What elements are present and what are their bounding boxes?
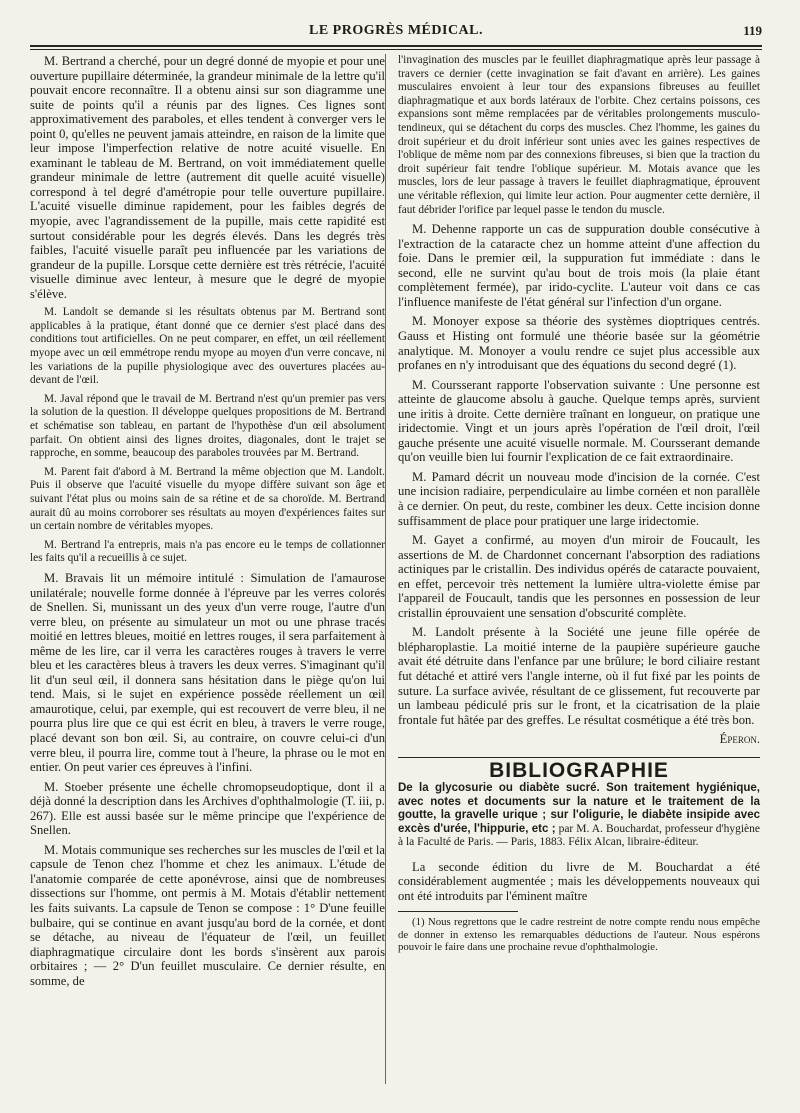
paragraph-pamard: M. Pamard décrit un nouveau mode d'incision de la cornée. C'est une incision radiaire, perpendiculaire au limbe cornéen et non parallèle à ce dernier. On peut, du reste, combiner les deux. Cette incision donne suffisamment de place pour pratiquer une large iridectomie. <box>398 469 760 528</box>
paragraph-bravais: M. Bravais lit un mémoire intitulé : Simulation de l'amaurose unilatérale; nouvelle forme donnée à l'épreuve par les verres colorés de Snellen. Si, munissant un des yeux d'un verre rouge, l'autre d'un verre bleu, on présente au simulateur un mot ou une phrase tracés moitié en lettres bleues, moitié en lettres rouges, il sera parfaitement à même de les lire, car il verra les caractères rouges à travers le verre bleu et les caractères bleus à travers les deux verres. S'imaginant qu'il lit d'un seul œil, il donnera sans hésitation dans le piège qu'on lui tend. Mais, si le sujet en expérience possède réellement un œil amaurotique, celui, par exemple, qui est recouvert de verre bleu, il ne pourra plus lire que ce qui est écrit en bleu, à travers le verre rouge, placé devant son bon œil. Si, au contraire, on couvre celui-ci d'un verre bleu, il pourra lire, comme tout à l'heure, la phrase ou le mot en entier. On peut varier ces épreuves à l'infini. <box>30 570 385 775</box>
footnote-rule <box>398 911 518 912</box>
running-title: LE PROGRÈS MÉDICAL. <box>308 23 484 38</box>
footnote: (1) Nous regrettons que le cadre restreint de notre compte rendu nous empêche de donner in extenso les remarquables déductions de l'auteur. Nous espérons pouvoir le faire dans une prochaine revue d'ophthalmologie. <box>398 916 760 954</box>
paragraph-coursserant: M. Coursserant rapporte l'observation suivante : Une personne est atteinte de glaucome absolu à gauche. Quelque temps après, survient une iritis à droite. Cette dernière traînant en longueur, on pratique une iridectomie. Vingt et un jours après l'opération de l'œil droit, l'œil gauche présente une acuité visuelle normale. M. Coursserant demande qu'on veuille bien lui fournir l'explication de ce fait extraordinaire. <box>398 377 760 465</box>
page-header <box>30 20 762 42</box>
paragraph-parent: M. Parent fait d'abord à M. Bertrand la même objection que M. Landolt. Puis il observe que l'acuité visuelle du myope diffère suivant son âge et suivant l'état plus ou moins sain de sa rétine et de sa choroïde. M. Bertrand aurait dû au moins corroborer ses résultats au moyen d'expériences faites sur un certain nombre de véritables myopes. <box>30 465 385 533</box>
paragraph-monoyer: M. Monoyer expose sa théorie des systèmes dioptriques centrés. Gauss et Histing ont formulé une théorie basée sur la géométrie analytique. M. Monoyer a voulu rendre ce sujet plus accessible aux profanes en n'y introduisant que des équations du second degré (1). <box>398 314 760 373</box>
header-rule-thin <box>30 49 762 50</box>
bibliography-entry-author: par M. A. Bouchardat, professeur d'hygiène à la Faculté de Paris. — Paris, 1883. Félix Alcan, libraire-éditeur. <box>398 822 761 849</box>
right-column <box>398 54 760 954</box>
left-column <box>30 54 385 993</box>
paragraph-gayet: M. Gayet a confirmé, au moyen d'un miroir de Foucault, les assertions de M. de Chardonnet concernant l'absorption des radiations actiniques par le cristallin. Des individus opérés de cataracte pouvaient, en effet, percevoir très nettement la lumière ultra-violette émise par l'appareil de Foucault, tandis que les personnes en possession de leur cristallin éprouvaient une sensation d'obscurité complète. <box>398 533 760 620</box>
bibliography-entry <box>398 782 760 850</box>
paragraph-bertrand: M. Bertrand a cherché, pour un degré donné de myopie et pour une ouverture pupillaire déterminée, la grandeur minimale de la lettre qu'il pouvait encore reconnaître. Il a obtenu ainsi sur son diagramme une suite de points qu'il a réunis par des lignes. Ces lignes sont approximativement des paraboles, et elles tendent à converger vers le point 0, qu'elles ne peuvent jamais atteindre, en raison de la limite que leur impose l'imperfection relative de notre acuité visuelle. En examinant le tableau de M. Bertrand, on voit immédiatement quelle grandeur minimale de lettre (autrement dit quelle acuité visuelle) correspond à tel degré d'amétropie pour telle ouverture pupillaire. L'acuité visuelle diminue rapidement, pour les faibles degrés de myopie, avec l'agrandissement de la pupille, mais cette rapidité est surtout considérable pour les degrés élevés. Dans les degrés très faibles, l'acuité visuelle paraît peu influencée par les variations de grandeur de la pupille. Lorsque cette dernière est très rétrécie, l'acuité visuelle diminue avec lenteur, à mesure que le degré de myopie s'élève. <box>30 54 385 301</box>
paragraph-landolt: M. Landolt se demande si les résultats obtenus par M. Bertrand sont applicables à la pratique, étant donné que ce dernier s'est placé dans des conditions tout artificielles. On ne peut comparer, en effet, un œil réellement myope avec un œil emmétrope rendu myope au moyen d'un verre concave, ni les variations de la pupille physiologique avec des ouvertures placées au-devant de l'œil. <box>30 306 385 387</box>
paragraph-motais: M. Motais communique ses recherches sur les muscles de l'œil et la capsule de Tenon chez l'homme et chez les animaux. L'étude de l'anatomie comparée de cette aponévrose, ainsi que de nombreuses dissections sur l'homme, ont permis à M. Motais d'établir nettement les faits suivants. La capsule de Tenon se compose : 1° D'une feuille bulbaire, qui se continue en avant jusqu'au bord de la cornée, et dont se détache, au niveau de l'équateur de l'œil, un feuillet diaphragmatique circulaire dont les bords s'insèrent aux parois orbitaires ; — 2° D'un feuillet musculaire. Ce dernier résulte, en somme, de <box>30 842 385 988</box>
paragraph-stoeber: M. Stoeber présente une échelle chromopseudoptique, dont il a déjà donné la description dans les Archives d'ophthalmologie (T. iii, p. 267). Elle est aussi basée sur le même principe que l'expérience de Snellen. <box>30 779 385 838</box>
bibliography-text: La seconde édition du livre de M. Bouchardat a été considérablement augmentée ; mais les développements nouveaux qui ont été introduits par l'éminent maître <box>398 859 760 903</box>
paragraph-bertrand-reply: M. Bertrand l'a entrepris, mais n'a pas encore eu le temps de collationner les faits qu'il a recueillis à ce sujet. <box>30 538 385 565</box>
bibliography-heading: BIBLIOGRAPHIE <box>398 757 760 779</box>
header-rule-thick <box>30 45 762 47</box>
page-number: 119 <box>743 23 762 38</box>
paragraph-javal: M. Javal répond que le travail de M. Bertrand n'est qu'un premier pas vers la solution de la question. Il développe quelques propositions de M. Bertrand et schématise son tableau, en partant de l'hypothèse d'un œil absolument parfait. On obtient ainsi des lignes droites, diagonales, dont le trajet se rapproche, en somme, beaucoup des paraboles trouvées par M. Bertrand. <box>30 392 385 460</box>
author-signature: Éperon. <box>719 732 760 747</box>
column-divider <box>385 54 386 1084</box>
bibliography-entry-title: De la glycosurie ou diabète sucré. Son traitement hygiénique, avec notes et documents sur la nature et le traitement de la goutte, la gravelle urique ; sur l'oligurie, le diabète insipide avec excès d'urée, l'hippurie, etc ; <box>398 782 760 835</box>
paragraph-motais-continued: l'invagination des muscles par le feuillet diaphragmatique après leur passage à travers ce dernier (cette invagination se fait d'avant en arrière). Les gaines musculaires envoient à leur tour des expansions fibreuses au feuillet diaphragmatique et aux bords latéraux de l'orbite. Chez certains poissons, ces expansions sont même remplacées par de véritables prolongements musculo-tendineux, qui se détachent du corps des muscles. Chez l'homme, les gaines du droit supérieur et du droit inférieur sont unies avec les gaines respectives de l'oblique de même nom par des connexions fibreuses, si bien que la traction du droit supérieur fait tendre l'oblique supérieur. M. Motais avance que les muscles, lors de leur passage à travers le feuillet diaphragmatique, éprouvent une véritable réflexion, qui limite leur action. Pour augmenter cette dernière, il faut débrider l'orifice par lequel passe le tendon du muscle. <box>398 54 760 216</box>
paragraph-landolt-blepharoplasty: M. Landolt présente à la Société une jeune fille opérée de blépharoplastie. La moitié interne de la paupière supérieure gauche avait été détruite dans l'enfance par une brûlure; le bord ciliaire restant fut détaché et attiré vers l'angle interne, où il fut fixé par les points de suture. La surface avivée, résultant de ce glissement, fut recouverte par un lambeau pédiculé pris sur le front, et la cicatrisation de la plaie frontale fut hâtée par des greffes. Le résultat cosmétique a été très bon. <box>398 625 760 727</box>
paragraph-dehenne: M. Dehenne rapporte un cas de suppuration double consécutive à l'extraction de la cataracte chez un homme atteint d'une affection du foie. Dans le premier œil, la suppuration fut immédiate : dans le second, elle ne survint qu'au bout de trois mois (la plaie étant complètement fermée), par irido-cyclite. L'auteur voit dans ce cas l'influence manifeste de l'état général sur l'infection d'un organe. <box>398 222 760 309</box>
